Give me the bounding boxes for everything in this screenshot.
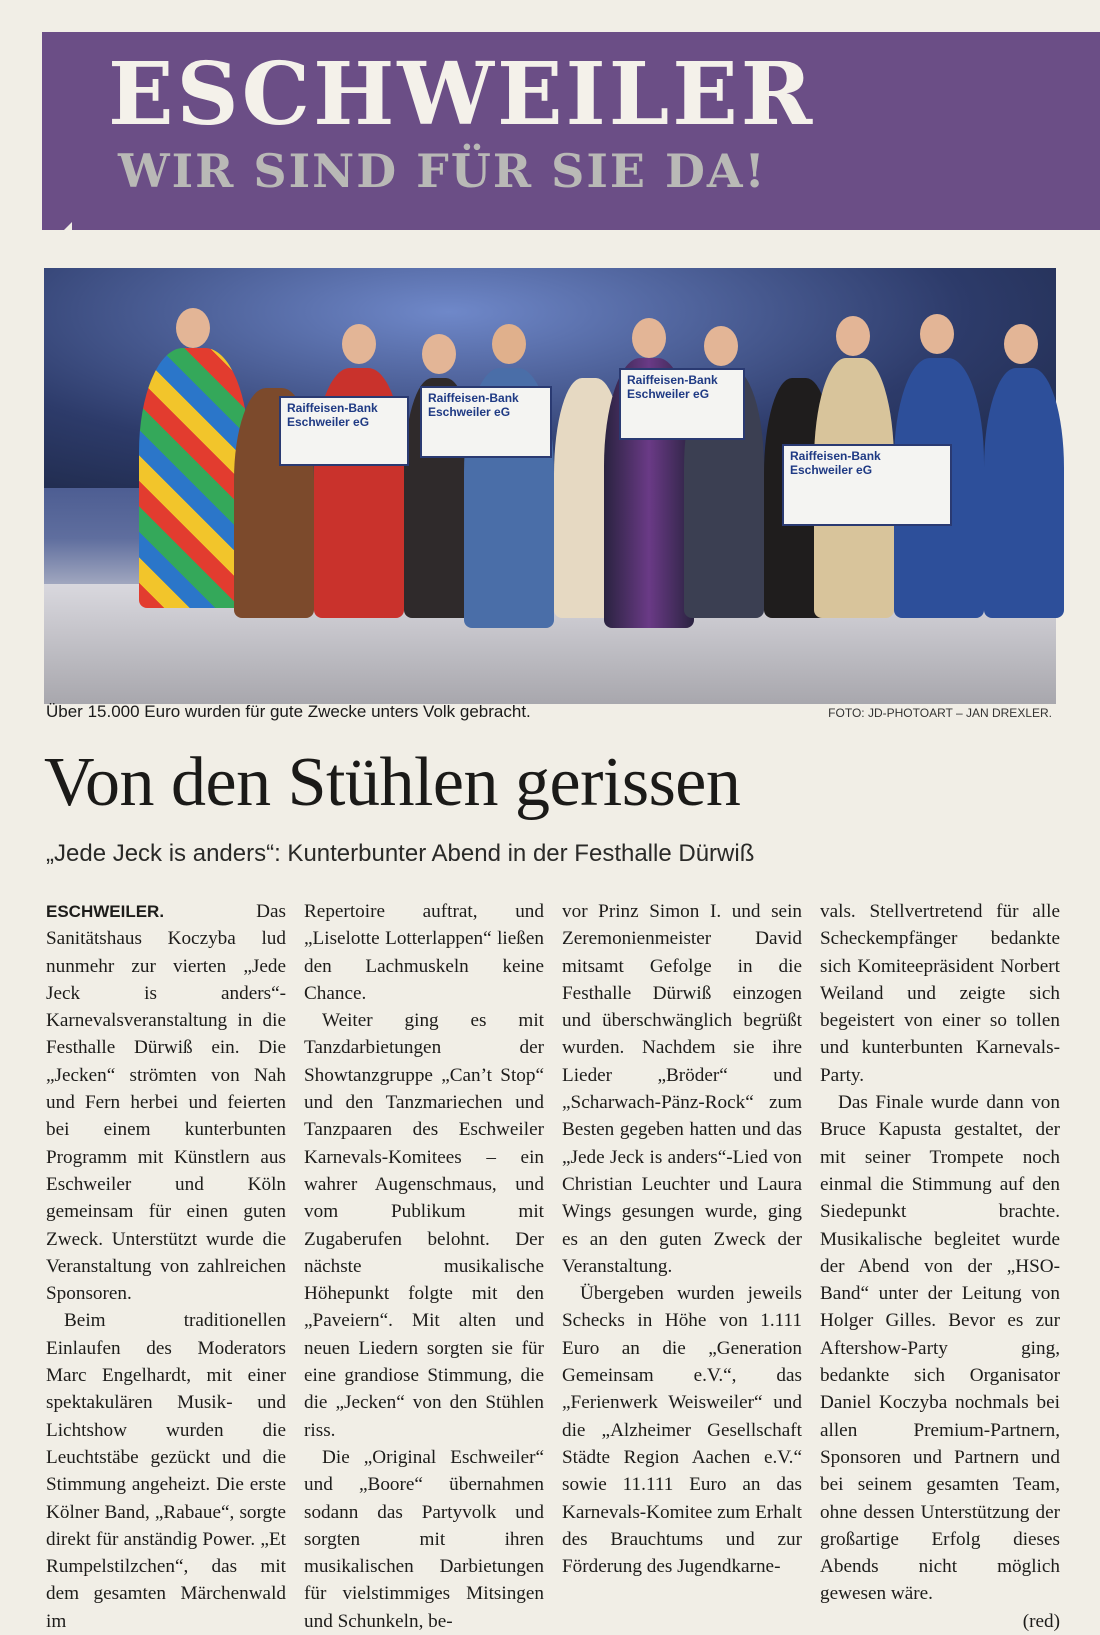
donation-check	[420, 386, 552, 458]
paragraph: Übergeben wurden jeweils Schecks in Höhe von 1.111 Euro an die „Generation Gemeinsam e.V.“, das „Ferienwerk Weisweiler“ und die „Alzheimer Gesellschaft Städte Region Aachen e.V.“ sowie 11.111 Euro an das Karnevals-Komitee zum Erhalt des Brauchtums und zur Förderung des Jugendkarne-	[562, 1283, 802, 1578]
check-bank-branch: Eschweiler eG	[428, 404, 511, 419]
person-head	[632, 318, 666, 358]
article-photo	[44, 268, 1056, 704]
person-head	[1004, 324, 1038, 364]
person-head	[492, 324, 526, 364]
person-head	[920, 314, 954, 354]
person-head	[422, 334, 456, 374]
paragraph: Die „Original Eschweiler“ und „Boore“ übernahmen sodann das Partyvolk und sorgten mit ihren musikalischen Darbietungen für vielstimmiges Mitsingen und Schunkeln, be-	[304, 1446, 544, 1632]
dateline: ESCHWEILER.	[46, 902, 165, 921]
photo-caption: Über 15.000 Euro wurden für gute Zwecke unters Volk gebracht.	[46, 702, 531, 721]
paragraph: Das Finale wurde dann von Bruce Kapusta gestaltet, der mit seiner Trompete noch einmal die Stimmung auf den Siedepunkt brachte. Musikalische begleitet wurde der Abend von der „HSO-Band“ unter der Leitung von Holger Gilles. Bevor es zur Aftershow-Party ging, bedankte sich Organisator Daniel Koczyba nochmals bei allen Premium-Partnern, Sponsoren und Partnern und bei seinem gesamten Team, ohne dessen Unterstützung der großartige Erfolg dieses Abends nicht möglich gewesen wäre.	[820, 1092, 1060, 1605]
person-head	[836, 316, 870, 356]
paragraph: Repertoire auftrat, und „Liselotte Lotterlappen“ ließen den Lachmuskeln keine Chance.	[304, 901, 544, 1004]
article-column-2	[304, 898, 544, 1632]
check-bank-name: Raiffeisen-Bank	[287, 401, 378, 415]
article-headline: Von den Stühlen gerissen	[44, 744, 741, 821]
article-column-4	[820, 898, 1060, 1632]
article-column-3	[562, 898, 802, 1598]
donation-check	[619, 368, 745, 440]
person-clown	[139, 348, 249, 608]
article-body	[46, 898, 1060, 1632]
paragraph: vor Prinz Simon I. und sein Zeremonienmeister David mitsamt Gefolge in die Festhalle Dürwiß einzogen und überschwänglich begrüßt wurden. Nachdem sie ihre Lieder „Bröder“ und „Scharwach-Pänz-Rock“ zum Besten gegeben hatten und das „Jede Jeck is anders“-Lied von Christian Leuchter und Laura Wings gesungen wurde, ging es an den guten Zweck der Veranstaltung.	[562, 901, 802, 1277]
person-head	[176, 308, 210, 348]
check-bank-name: Raiffeisen-Bank	[428, 391, 519, 405]
check-bank-branch: Eschweiler eG	[287, 414, 370, 429]
check-bank-branch: Eschweiler eG	[790, 462, 873, 477]
check-bank-name: Raiffeisen-Bank	[790, 449, 881, 463]
person-head	[704, 326, 738, 366]
paragraph	[46, 898, 286, 1307]
donation-check	[279, 396, 409, 466]
donation-check	[782, 444, 952, 526]
photo-credit: FOTO: JD-PHOTOART – JAN DREXLER.	[828, 706, 1052, 720]
person-head	[342, 324, 376, 364]
author-signature: (red)	[1022, 1610, 1060, 1632]
paragraph: Beim traditionellen Einlaufen des Moderators Marc Engelhardt, mit einer spektakulären Musik- und Lichtshow wurden die Leuchtstäbe gezückt und die Stimmung angeheizt. Die erste Kölner Band, „Rabaue“, sorgte direkt für anständig Power. „Et Rumpelstilzchen“, das mit dem gesamten Märchenwald im	[46, 1310, 286, 1632]
paragraph: Weiter ging es mit Tanzdarbietungen der Showtanzgruppe „Can’t Stop“ und den Tanzmariechen und Tanzpaaren des Eschweiler Karnevals-Komitees – ein wahrer Augenschmaus, und vom Publikum mit Zugaberufen belohnt. Der nächste musikalische Höhepunkt folgte mit den „Paveiern“. Mit alten und neuen Liedern sorgten sie für eine grandiose Stimmung, die die „Jecken“ von den Stühlen riss.	[304, 1010, 544, 1441]
article-subheadline: „Jede Jeck is anders“: Kunterbunter Abend in der Festhalle Dürwiß	[46, 840, 755, 867]
paragraph-text: Das Sanitätshaus Koczyba lud nunmehr zur vierten „Jede Jeck is anders“-Karnevalsveranstaltung in die Festhalle Dürwiß ein. Die „Jecken“ strömten von Nah und Fern herbei und feierten bei einem kunterbunten Programm mit Künstlern aus Eschweiler und Köln gemeinsam für einen guten Zweck. Unterstützt wurde die Veranstaltung von zahlreichen Sponsoren.	[46, 901, 286, 1305]
section-title: ESCHWEILER	[108, 44, 816, 145]
check-bank-branch: Eschweiler eG	[627, 386, 710, 401]
person	[984, 368, 1064, 618]
check-bank-name: Raiffeisen-Bank	[627, 373, 718, 387]
article-column-1	[46, 898, 286, 1632]
section-subtitle: WIR SIND FÜR SIE DA!	[118, 144, 767, 198]
paragraph: vals. Stellvertretend für alle Scheckempfänger bedankte sich Komiteepräsident Norbert Weiland und zeigte sich begeistert von einer so tollen und kunterbunten Karnevals-Party.	[820, 901, 1060, 1086]
